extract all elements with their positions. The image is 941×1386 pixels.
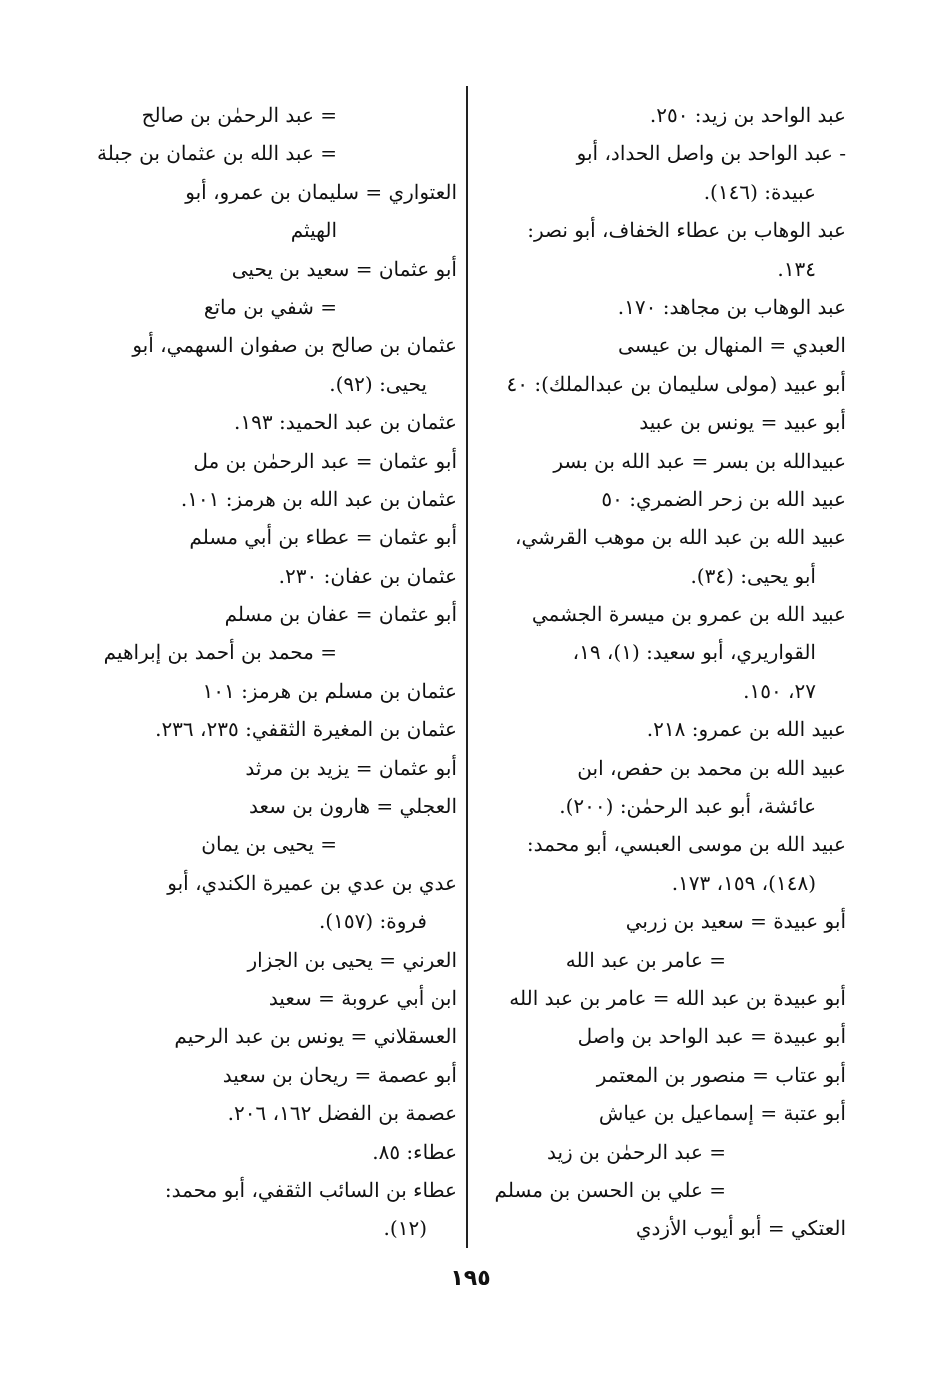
index-entry: عثمان بن عبد الله بن هرمز: ١٠١. [180,486,457,511]
index-cross-reference: أبو عبيدة = سعيد بن زربي [625,909,846,934]
index-cross-reference: العرني = يحيى بن الجزار [247,947,457,972]
index-cross-reference: أبو عثمان = يزيد بن مرثد [245,755,457,780]
right-index-column [476,96,846,1256]
index-entry-continuation: عائشة، أبو عبد الرحمٰن: (٢٠٠). [559,794,816,819]
index-cross-reference: العجلي = هارون بن سعد [248,794,457,819]
index-cross-reference-continuation: = عبد الرحمٰن بن صالح [141,103,337,127]
index-entry-continuation: (١٤٨)، ١٥٩، ١٧٣. [671,870,816,895]
index-entry: أبو عبيد (مولى سليمان بن عبدالملك): ٤٠ [506,371,846,396]
index-cross-reference: أبو عصمة = ريحان بن سعيد [222,1062,457,1087]
index-entry-continuation: أبو يحيى: (٣٤). [690,563,816,588]
index-entry: عبيد الله بن عمرو: ٢١٨. [646,717,846,742]
index-cross-reference: أبو عثمان = عبد الرحمٰن بن مل [193,448,457,473]
index-entry-continuation: عبيدة: (١٤٦). [703,179,816,204]
index-entry: عبد الواحد بن زيد: ٢٥٠. [649,103,846,127]
index-cross-reference-continuation: = عبد الرحمٰن بن زيد [546,1139,726,1164]
index-cross-reference: أبو عتاب = منصور بن المعتمر [596,1062,846,1087]
index-entry: عثمان بن صالح بن صفوان السهمي، أبو [132,333,457,358]
index-entry: - عبد الواحد بن واصل الحداد، أبو [576,141,846,166]
index-cross-reference: العتواري = سليمان بن عمرو، أبو [185,179,457,204]
index-cross-reference-continuation: = علي بن الحسن بن مسلم [494,1177,726,1202]
index-entry: عبيد الله بن زحر الضمري: ٥٠ [601,486,846,511]
index-entry-continuation: (١٢). [383,1216,427,1241]
index-cross-reference: أبو عبيدة = عبد الواحد بن واصل [577,1024,846,1049]
index-cross-reference: أبو عبيدة بن عبد الله = عامر بن عبد الله [509,985,846,1010]
index-cross-reference-continuation: = شفي بن ماتع [203,294,337,319]
left-index-column [95,96,457,1256]
column-divider [466,86,468,1248]
index-cross-reference-continuation: = عبد الله بن عثمان بن جبلة [97,141,337,166]
index-cross-reference: أبو عثمان = عطاء بن أبي مسلم [189,525,457,550]
index-cross-reference: العتكي = أبو أيوب الأزدي [635,1216,846,1241]
index-cross-reference: عبيدالله بن بسر = عبد الله بن بسر [553,448,846,473]
index-cross-reference-continuation: الهيثم [290,218,337,243]
index-cross-reference-continuation: = يحيى بن يمان [201,832,337,857]
index-entry: عبد الوهاب بن عطاء الخفاف، أبو نصر: [527,218,846,243]
index-cross-reference: أبو عبيد = يونس بن عبيد [639,410,846,435]
index-cross-reference: أبو عثمان = سعيد بن يحيى [231,256,457,281]
index-cross-reference: أبو عتبة = إسماعيل بن عياش [598,1101,846,1126]
index-entry: عثمان بن عبد الحميد: ١٩٣. [234,410,457,435]
index-cross-reference: العبدي = المنهال بن عيسى [617,333,846,358]
index-entry: عبيد الله بن موسى العبسي، أبو محمد: [526,832,846,857]
index-entry-continuation: فروة: (١٥٧). [318,909,427,934]
index-entry: عصمة بن الفضل ١٦٢، ٢٠٦. [227,1101,457,1126]
index-entry-continuation: القواريري، أبو سعيد: (١)، ١٩، [572,640,816,665]
index-entry: عطاء بن السائب الثقفي، أبو محمد: [164,1177,457,1202]
index-entry: عثمان بن المغيرة الثقفي: ٢٣٥، ٢٣٦. [155,717,457,742]
index-cross-reference: ابن أبي عروبة = سعيد [268,985,457,1010]
index-entry: عبد الوهاب بن مجاهد: ١٧٠. [617,294,846,319]
index-cross-reference: العسقلاني = يونس بن عبد الرحيم [174,1024,457,1049]
index-cross-reference-continuation: = عامر بن عبد الله [565,947,726,972]
index-entry: عبيد الله بن محمد بن حفص، ابن [577,755,846,780]
index-entry-continuation: يحيى: (٩٢). [329,371,427,396]
index-entry: عبيد الله بن عمرو بن ميسرة الجشمي [531,602,846,627]
index-cross-reference-continuation: = محمد بن أحمد بن إبراهيم [103,640,337,665]
index-cross-reference: أبو عثمان = عفان بن مسلم [224,602,457,627]
index-entry: عثمان بن عفان: ٢٣٠. [278,563,457,588]
index-entry-continuation: ٢٧، ١٥٠. [743,678,816,703]
index-entry: عبيد الله بن عبد الله بن موهب القرشي، [515,525,846,550]
index-entry: عطاء: ٨٥. [372,1139,457,1164]
index-entry: عدي بن عدي بن عميرة الكندي، أبو [167,870,457,895]
index-entry-continuation: ١٣٤. [777,256,816,281]
index-entry: عثمان بن مسلم بن هرمز: ١٠١ [202,678,457,703]
page-number: ١٩٥ [450,1266,491,1291]
